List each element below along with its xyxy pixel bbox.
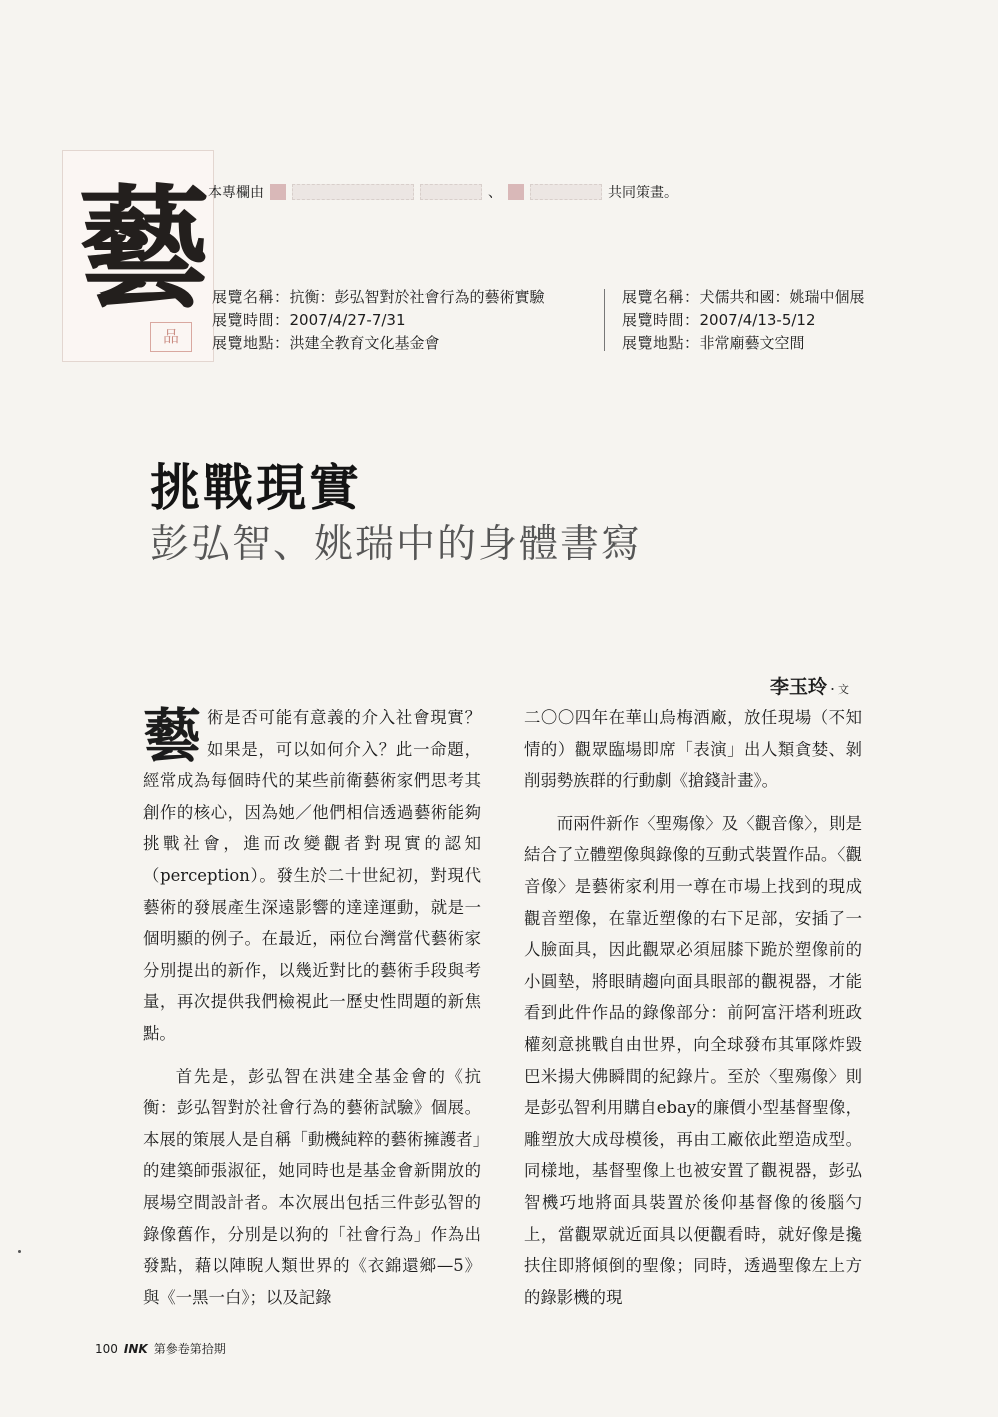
article-author [770, 672, 849, 699]
article-column-2 [524, 702, 862, 1313]
page-footer [95, 1340, 226, 1357]
curated-prefix: 本專欄由 [208, 185, 264, 201]
author-name: 李玉玲 [770, 676, 828, 698]
exhibition-2-time-row: 展覽時間：2007/4/13-5/12 [622, 311, 816, 329]
paragraph: 而兩件新作〈聖殤像〉及〈觀音像〉，則是結合了立體塑像與錄像的互動式裝置作品。〈觀音像〉是藝術家利用一尊在市場上找到的現成觀音塑像，在靠近塑像的右下足部，安插了一人臉面具，因此觀眾必須屈膝下跪於塑像前的小圓墊，將眼睛趨向面具眼部的觀視器，才能看到此件作品的錄像部分：前阿富汗塔利班政權刻意挑戰自由世界，向全球發布其軍隊炸毀巴米揚大佛瞬間的紀錄片。至於〈聖殤像〉則是彭弘智利用購自ebay的廉價小型基督聖像，雕塑放大成母模後，再由工廠依此塑造成型。同樣地，基督聖像上也被安置了觀視器，彭弘智機巧地將面具裝置於後仰基督像的後腦勺上，當觀眾就近面具以便觀看時，就好像是攙扶住即將傾倒的聖像；同時，透過聖像左上方的錄影機的現 [524, 813, 862, 1307]
exhibition-divider [604, 289, 605, 351]
exhibition-1-place: 洪建全教育文化基金會 [289, 334, 440, 352]
exhibition-info-1 [212, 286, 545, 355]
exhibition-2-place-row: 展覽地點：非常廟藝文空間 [622, 334, 805, 352]
paragraph: 二〇〇四年在華山烏梅酒廠，放任現場（不知情的）觀眾臨場即席「表演」出人類貪婪、剝削弱勢族群的行動劇《搶錢計畫》。 [524, 708, 862, 791]
column-logo-calligraphy: 藝 [78, 172, 210, 327]
curator-a-subname-logo [420, 184, 482, 200]
author-suffix: ・文 [827, 683, 850, 696]
exhibition-1-name-row: 展覽名稱：抗衡：彭弘智對於社會行為的藝術實驗 [212, 288, 545, 306]
curator-a-logo-icon [270, 184, 286, 200]
exhibition-info-2 [622, 286, 865, 355]
curated-separator: 、 [488, 185, 502, 201]
issue-info: 第參卷第拾期 [153, 1342, 226, 1356]
exhibition-1-time-row: 展覽時間：2007/4/27-7/31 [212, 311, 406, 329]
curator-b-logo-icon [508, 184, 524, 200]
paragraph: 藝術是否可能有意義的介入社會現實？如果是，可以如何介入？此一命題，經常成為每個時代的某些前衛藝術家們思考其創作的核心，因為她／他們相信透過藝術能夠挑戰社會，進而改變觀者對現實的認知（perception）。發生於二十世紀初，對現代藝術的發展產生深遠影響的達達運動，就是一個明顯的例子。在最近，兩位台灣當代藝術家分別提出的新作，以幾近對比的藝術手段與考量，再次提供我們檢視此一歷史性問題的新焦點。 [143, 702, 481, 1043]
exhibition-1-place-row: 展覽地點：洪建全教育文化基金會 [212, 334, 440, 352]
page-number: 100 [95, 1342, 118, 1356]
exhibition-1-name: 抗衡：彭弘智對於社會行為的藝術實驗 [289, 288, 545, 306]
curators-line [208, 182, 678, 202]
curator-a-name-logo [292, 184, 414, 200]
paragraph: 首先是，彭弘智在洪建全基金會的《抗衡：彭弘智對於社會行為的藝術試驗》個展。本展的策展人是自稱「動機純粹的藝術擁護者」的建築師張淑征，她同時也是基金會新開放的展場空間設計者。本次展出包括三件彭弘智的錄像舊作，分別是以狗的「社會行為」作為出發點，藉以陣睨人類世界的《衣錦還鄉—5》與《一黑一白》；以及記錄 [143, 1066, 481, 1307]
exhibition-2-name-row: 展覽名稱：犬儒共和國：姚瑞中個展 [622, 288, 865, 306]
exhibition-2-name: 犬儒共和國：姚瑞中個展 [699, 288, 865, 306]
article-subtitle: 彭弘智、姚瑞中的身體書寫 [150, 522, 643, 567]
column-logo-seal: 品 [150, 322, 192, 352]
curated-suffix: 共同策畫。 [608, 185, 678, 201]
drop-cap: 藝 [143, 702, 202, 770]
scan-speck [18, 1250, 21, 1253]
article-column-1 [143, 702, 481, 1313]
curator-b-name-logo [530, 184, 602, 200]
exhibition-2-place: 非常廟藝文空間 [699, 334, 805, 352]
exhibition-1-time: 2007/4/27-7/31 [289, 311, 406, 329]
article-title: 挑戰現實 [150, 459, 362, 517]
magazine-name: INK [123, 1342, 148, 1356]
exhibition-2-time: 2007/4/13-5/12 [699, 311, 816, 329]
